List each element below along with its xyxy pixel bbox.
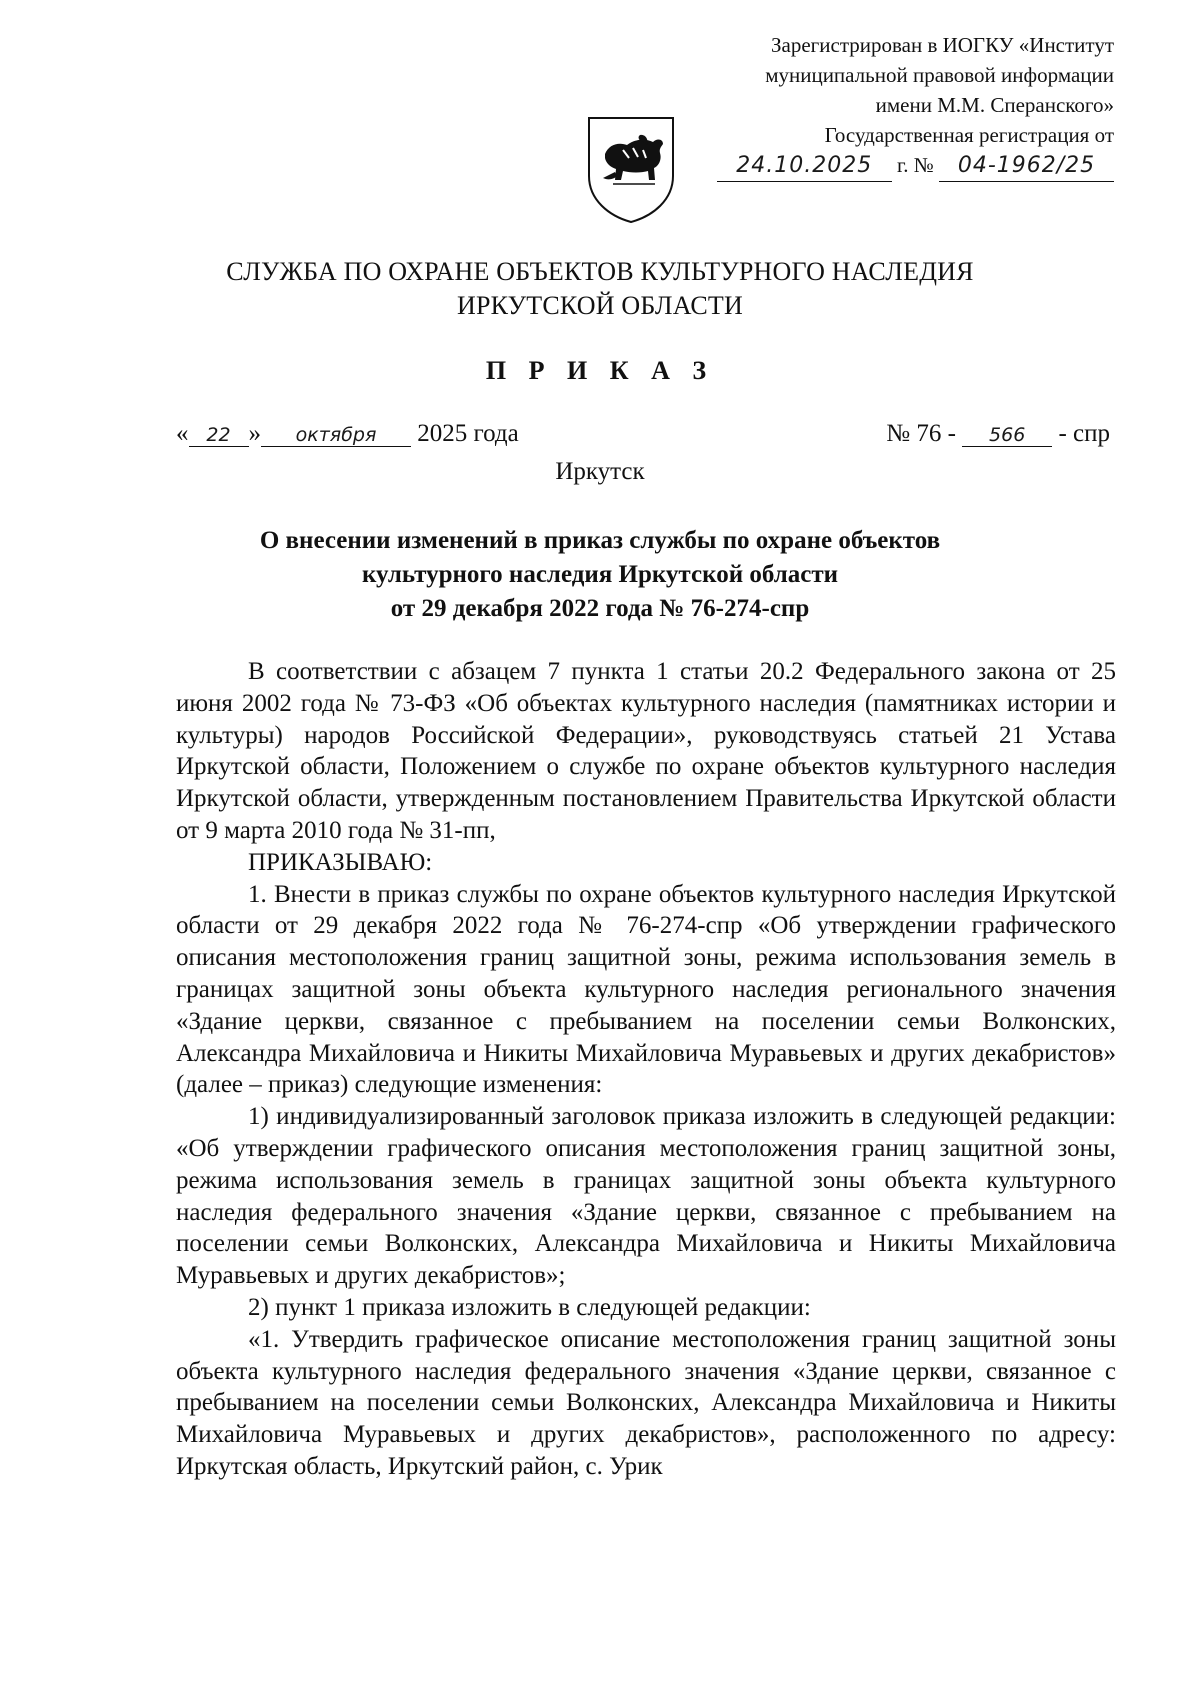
irkutsk-coat-of-arms-icon [583, 114, 679, 226]
registration-line-4: Государственная регистрация от [824, 123, 1114, 147]
date-day: 22 [189, 424, 249, 447]
registration-number: 04-1962/25 [939, 151, 1114, 182]
order-number-value: 566 [962, 424, 1052, 447]
registration-date: 24.10.2025 [717, 151, 892, 182]
registration-number-prefix: г. № [896, 153, 934, 177]
order-title-line-3: от 29 декабря 2022 года № 76-274-спр [390, 595, 810, 622]
order-number-prefix: № 76 - [886, 420, 956, 447]
registration-line-3: имени М.М. Сперанского» [875, 93, 1114, 117]
order-title-line-2: культурного наследия Иркутской области [361, 561, 839, 588]
registration-line-2: муниципальной правовой информации [765, 63, 1114, 87]
order-title [0, 524, 1200, 626]
registration-line-1: Зарегистрирован в ИОГКУ «Институт [770, 33, 1114, 57]
clause-1-paragraph: 1. Внести в приказ службы по охране объектов культурного наследия Иркутской области от 29 декабря 2022 года № 76-274-спр «Об утверждении графического описания местоположения границ защитной зоны, режима использования земель в границах защитной зоны объекта культурного наследия регионального значения «Здание церкви, связанное с пребыванием на поселении семьи Волконских, Александра Михайловича и Никиты Михайловича Муравьевых и других декабристов» (далее – приказ) следующие изменения: [176, 880, 1116, 1099]
order-number [886, 420, 1110, 448]
clause-1-1-paragraph: 1) индивидуализированный заголовок приказа изложить в следующей редакции: «Об утверждении графического описания местоположения границ защитной зоны, режима использования земель в границах защитной зоны объекта культурного наследия федерального значения «Здание церкви, связанное с пребыванием на поселении семьи Волконских, Александра Михайловича и Никиты Михайловича Муравьевых и других декабристов»; [176, 1103, 1116, 1290]
organization-name [0, 255, 1200, 323]
preamble-paragraph: В соответствии с абзацем 7 пункта 1 статьи 20.2 Федерального закона от 25 июня 2002 года № 73-ФЗ «Об объектах культурного наследия (памятниках истории и культуры) народов Российской Федерации», руководствуясь статьей 21 Устава Иркутской области, Положением о службе по охране объектов культурного наследия Иркутской области, утвержденным постановлением Правительства Иркутской области от 9 марта 2010 года № 31-пп, [176, 658, 1116, 844]
order-date [176, 420, 519, 448]
order-number-suffix: - спр [1058, 420, 1110, 447]
order-title-line-1: О внесении изменений в приказ службы по охране объектов [259, 527, 941, 554]
organization-line-1: СЛУЖБА ПО ОХРАНЕ ОБЪЕКТОВ КУЛЬТУРНОГО НАСЛЕДИЯ [226, 257, 974, 286]
order-verb: ПРИКАЗЫВАЮ: [248, 848, 433, 876]
date-year: 2025 года [417, 420, 519, 447]
organization-line-2: ИРКУТСКОЙ ОБЛАСТИ [456, 291, 743, 320]
clause-1-2-paragraph: 2) пункт 1 приказа изложить в следующей редакции: [248, 1293, 811, 1321]
order-body [176, 656, 1116, 1483]
city: Иркутск [555, 458, 645, 485]
clause-1-2-text-paragraph: «1. Утвердить графическое описание местоположения границ защитной зоны объекта культурного наследия федерального значения «Здание церкви, связанное с пребыванием на поселении семьи Волконских, Александра Михайловича и Никиты Михайловича Муравьевых и других декабристов», расположенного по адресу: Иркутская область, Иркутский район, с. Урик [176, 1325, 1116, 1480]
document-type-heading: П Р И К А З [485, 356, 715, 385]
date-close-quote: » [248, 420, 261, 447]
date-open-quote: « [176, 420, 189, 447]
date-month: октября [261, 424, 411, 447]
